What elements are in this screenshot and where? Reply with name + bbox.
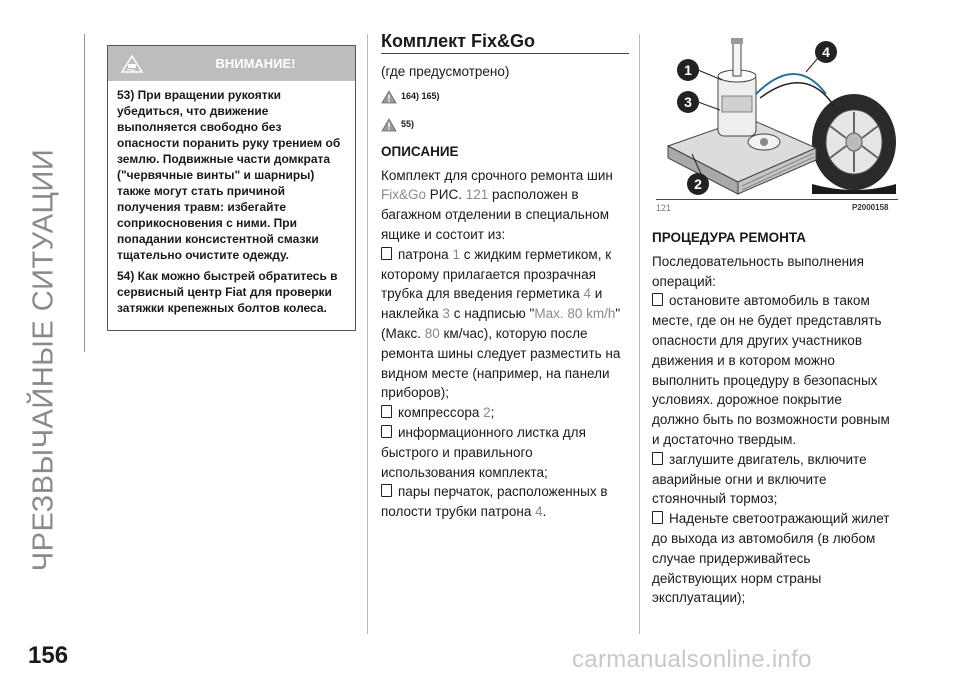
bullet-icon: [652, 293, 663, 306]
callout-4: 4: [822, 44, 830, 60]
warning-body: [108, 81, 355, 316]
warning-title: ВНИМАНИЕ!: [215, 56, 296, 71]
figure-caption-rule: [656, 199, 898, 200]
bullet-icon: [652, 452, 663, 465]
warning-reference-1-text: 164) 165): [401, 90, 440, 101]
kit-item-gloves: пары перчаток, расположенных в полости трубки патрона 4.: [381, 484, 608, 520]
warning-box: [107, 45, 356, 331]
warning-header: [108, 46, 355, 81]
column-divider-2: [639, 34, 640, 634]
fix-and-go-kit-illustration: [656, 34, 898, 199]
warning-reference-2: [381, 114, 629, 136]
bullet-icon: [381, 405, 392, 418]
callout-2: 2: [694, 176, 702, 192]
kit-item-cartridge: патрона 1 с жидким герметиком, к которому прилагается прозрачная трубка для введения герметика 4 и наклейка 3 с надписью "Max. 80 km/h" (Макс. 80 км/час), которую после ремонта шины следует разместить на видном месте (например, на панели приборов);: [381, 246, 621, 401]
procedure-title: ПРОЦЕДУРА РЕМОНТА: [652, 230, 807, 245]
callout-3: 3: [684, 94, 692, 110]
warning-paragraph-53: 53) При вращении рукоятки убедиться, что движение выполняется свободно без опасности поранить руку трением об землю. Подвижные части домкрата ("червячные винты" и шарниры) также могут стать причиной получения травм: избегайте соприкосновения с ними. При попадании консистентной смазки тщательно очистите одежду.: [117, 88, 341, 262]
page-number: 156: [28, 642, 69, 669]
section-title-vertical: ЧРЕЗВЫЧАЙНЫЕ СИТУАЦИИ: [27, 148, 60, 572]
procedure-step-3: Наденьте светоотражающий жилет до выхода из автомобиля (в любом случае придерживайтесь действующих норм страны эксплуатации);: [652, 511, 890, 606]
figure-code: P2000158: [852, 203, 889, 212]
column-divider-1: [367, 34, 368, 634]
kit-subtitle: (где предусмотрено): [381, 64, 510, 79]
warning-triangle-icon: [381, 90, 397, 104]
procedure-step-1: остановите автомобиль в таком месте, где он не будет представлять опасности для других участников движения и в котором можно выполнить процедуру в безопасных условиях. дорожное покрытие должно быть по возможности ровным и достаточно твердым.: [652, 293, 890, 447]
description-heading: ОПИСАНИЕ: [381, 143, 459, 159]
bullet-icon: [381, 425, 392, 438]
caution-triangle-icon: [381, 118, 397, 132]
warning-reference-2-text: 55): [401, 118, 415, 129]
bullet-icon: [381, 484, 392, 497]
kit-title: Комплект Fix&Go: [381, 30, 629, 54]
procedure-step-2: заглушите двигатель, включите аварийные огни и включите стояночный тормоз;: [652, 451, 867, 507]
tire-illustration: [812, 94, 896, 194]
procedure-intro: Последовательность выполнения операций:: [652, 253, 864, 289]
bullet-icon: [652, 511, 663, 524]
warning-reference-1: [381, 86, 629, 108]
callout-1: 1: [684, 62, 692, 78]
watermark: carmanualsonline.info: [572, 646, 812, 673]
kit-column: [381, 30, 629, 522]
car-skid-warning-icon: [120, 54, 144, 79]
warning-paragraph-54: 54) Как можно быстрей обратитесь в сервисный центр Fiat для проверки затяжки крепежных болтов колеса.: [117, 269, 338, 315]
kit-item-compressor: компрессора 2;: [381, 403, 629, 423]
kit-intro: Комплект для срочного ремонта шин Fix&Go РИС. 121 расположен в багажном отделении в специальном ящике и состоит из:: [381, 167, 613, 242]
bullet-icon: [381, 247, 392, 260]
sealant-cartridge-illustration: [718, 38, 756, 136]
sidebar-rule: [84, 34, 85, 352]
figure-number: 121: [656, 203, 672, 213]
kit-item-leaflet: информационного листка для быстрого и правильного использования комплекта;: [381, 424, 586, 480]
procedure-column: [652, 228, 892, 608]
